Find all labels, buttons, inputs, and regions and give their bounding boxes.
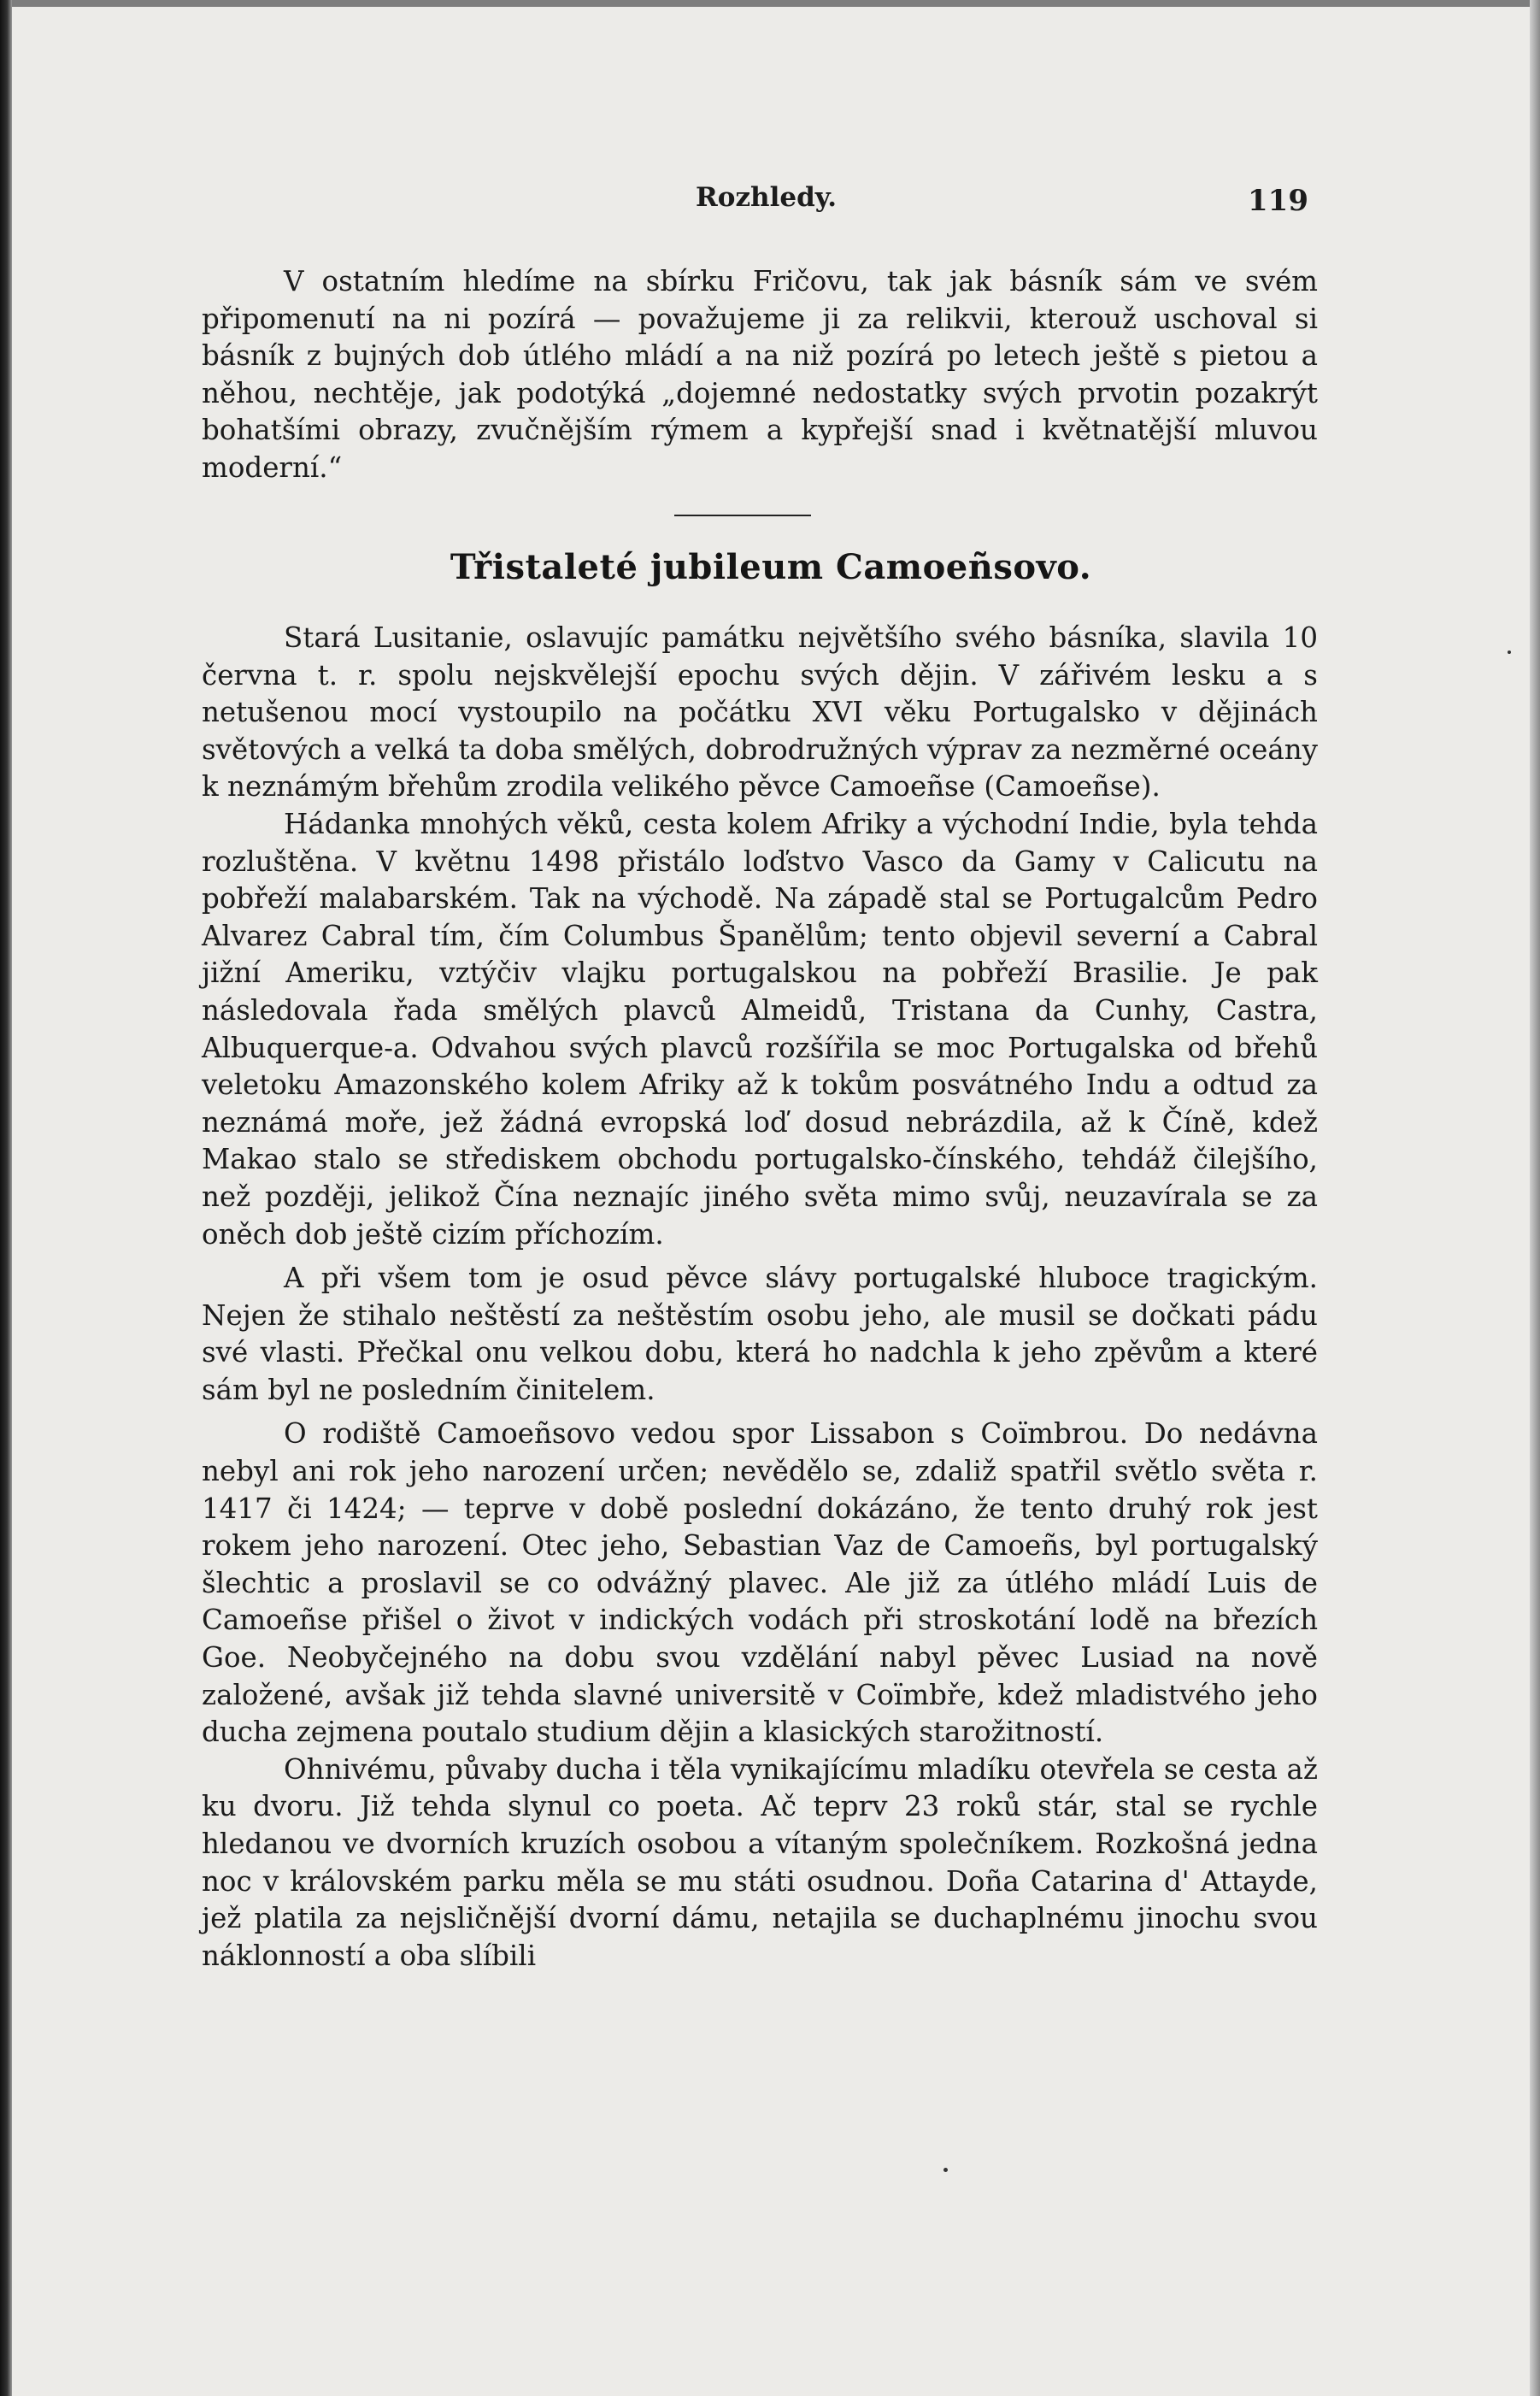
book-page [12, 7, 1530, 2396]
running-title: Rozhledy. [696, 182, 838, 213]
article-paragraph: A při všem tom je osud pěvce slávy portugalské hluboce tragickým. Nejen že stihalo neštěstí za neštěstím osobu jeho, ale musil se dočkati pádu své vlasti. Přečkal onu velkou dobu, která ho nadchla k jeho zpěvům a které sám byl ne posledním činitelem. [202, 1262, 1318, 1406]
section-divider [674, 515, 811, 516]
article-body [202, 620, 1318, 1975]
article-title: Třistaleté jubileum Camoeñsovo. [450, 547, 1092, 587]
article-paragraph: Stará Lusitanie, oslavujíc památku největšího svého básníka, slavila 10 června t. r. spolu nejskvělejší epochu svých dějin. V zářivém lesku a s netušenou mocí vystoupilo na počátku XVI věku Portugalsko v dějinách světových a velká ta doba smělých, dobrodružných výprav za nezměrné oceány k neznámým břehům zrodila velikého pěvce Camoeñse (Camoeñse). [202, 621, 1318, 804]
intro-text [202, 263, 1318, 487]
page-number: 119 [1248, 184, 1308, 218]
intro-paragraph: V ostatním hledíme na sbírku Fričovu, tak jak básník sám ve svém připomenutí na ni pozírá — považujeme ji za relikvii, kterouž uschoval si básník z bujných dob útlého mládí a na niž pozírá po letech ještě s pietou a něhou, nechtěje, jak podotýká „dojemné nedostatky svých prvotin pozakrýt bohatšími obrazy, zvučnějším rýmem a kypřejší snad i květnatější mluvou moderní.“ [202, 265, 1318, 484]
running-header [12, 182, 1530, 216]
print-speck [943, 2168, 948, 2172]
page-edge-shadow [1530, 0, 1540, 2396]
article-paragraph: O rodiště Camoeñsovo vedou spor Lissabon s Coïmbrou. Do nedávna nebyl ani rok jeho narození určen; nevědělo se, zdaliž spatřil světlo světa r. 1417 či 1424; — teprve v době poslední dokázáno, že tento druhý rok jest rokem jeho narození. Otec jeho, Sebastian Vaz de Camoeñs, byl portugalský šlechtic a proslavil se co odvážný plavec. Ale již za útlého mládí Luis de Camoeñse přišel o život v indických vodách při stroskotání lodě na březích Goe. Neobyčejného na dobu svou vzdělání nabyl pěvec Lusiad na nově založené, avšak již tehda slavné universitě v Coïmbře, kdež mladistvého jeho ducha zejmena poutalo studium dějin a klasických starožitností. [202, 1417, 1318, 1749]
article-paragraph: Hádanka mnohých věků, cesta kolem Afriky a východní Indie, byla tehda rozluštěna. V květnu 1498 přistálo loďstvo Vasco da Gamy v Calicutu na pobřeží malabarském. Tak na východě. Na západě stal se Portugalcům Pedro Alvarez Cabral tím, čím Columbus Španělům; tento objevil severní a Cabral jižní Ameriku, vztýčiv vlajku portugalskou na pobřeží Brasilie. Je pak následovala řada smělých plavců Almeidů, Tristana da Cunhy, Castra, Albuquerque-a. Odvahou svých plavců rozšířila se moc Portugalska od břehů veletoku Amazonského kolem Afriky až k tokům posvátného Indu a odtud za neznámá moře, jež žádná evropská loď dosud nebrázdila, až k Číně, kdež Makao stalo se střediskem obchodu portugalsko-čínského, tehdáž čilejšího, než později, jelikož Čína neznajíc jiného světa mimo svůj, neuzavírala se za oněch dob ještě cizím příchozím. [202, 807, 1318, 1251]
print-speck [1508, 651, 1511, 654]
article-paragraph: Ohnivému, půvaby ducha i těla vynikajícímu mladíku otevřela se cesta až ku dvoru. Již tehda slynul co poeta. Ač teprv 23 roků stár, stal se rychle hledanou ve dvorních kruzích osobou a vítaným společníkem. Rozkošná jedna noc v královském parku měla se mu státi osudnou. Doña Catarina d' Attayde, jež platila za nejsličnější dvorní dámu, netajila se duchaplnému jinochu svou náklonností a oba slíbili [202, 1752, 1318, 1972]
book-spine-shadow [0, 0, 12, 2396]
